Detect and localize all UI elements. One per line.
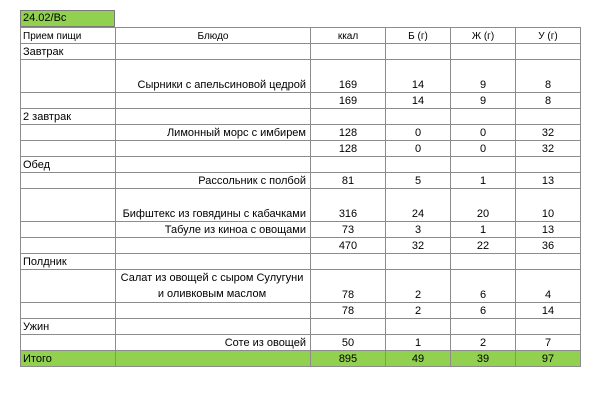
dish-name: Лимонный морс с имбирем	[116, 125, 311, 141]
subtotal-protein: 0	[386, 141, 451, 157]
dish-name: Салат из овощей с сыром Сулугуни и оливковым маслом	[116, 270, 311, 303]
dish-name: Рассольник с полбой	[116, 173, 311, 189]
dish-fat: 0	[451, 125, 516, 141]
subtotal-kcal: 470	[311, 238, 386, 254]
meal-name: Ужин	[21, 319, 116, 335]
header-protein: Б (г)	[386, 28, 451, 44]
dish-row	[21, 335, 581, 351]
dish-row	[21, 125, 581, 141]
subtotal-fat: 9	[451, 93, 516, 109]
total-label: Итого	[21, 351, 116, 367]
dish-row	[21, 60, 581, 93]
dish-protein: 14	[386, 60, 451, 93]
dish-carbs: 13	[516, 173, 581, 189]
dish-carbs: 8	[516, 60, 581, 93]
dish-name: Соте из овощей	[116, 335, 311, 351]
meal-name: Полдник	[21, 254, 116, 270]
dish-carbs: 4	[516, 270, 581, 303]
header-fat: Ж (г)	[451, 28, 516, 44]
dish-fat: 20	[451, 189, 516, 222]
total-protein: 49	[386, 351, 451, 367]
subtotal-row	[21, 303, 581, 319]
dish-carbs: 32	[516, 125, 581, 141]
dish-name: Табуле из киноа с овощами	[116, 222, 311, 238]
dish-protein: 1	[386, 335, 451, 351]
subtotal-fat: 0	[451, 141, 516, 157]
subtotal-row	[21, 141, 581, 157]
subtotal-fat: 6	[451, 303, 516, 319]
total-row	[21, 351, 581, 367]
subtotal-kcal: 169	[311, 93, 386, 109]
dish-carbs: 7	[516, 335, 581, 351]
dish-fat: 9	[451, 60, 516, 93]
meal-row-breakfast	[21, 44, 581, 60]
meal-name: Завтрак	[21, 44, 116, 60]
subtotal-protein: 14	[386, 93, 451, 109]
dish-kcal: 169	[311, 60, 386, 93]
dish-protein: 24	[386, 189, 451, 222]
subtotal-protein: 2	[386, 303, 451, 319]
total-carbs: 97	[516, 351, 581, 367]
nutrition-table	[20, 27, 581, 367]
dish-protein: 2	[386, 270, 451, 303]
dish-kcal: 73	[311, 222, 386, 238]
meal-row-lunch	[21, 157, 581, 173]
subtotal-row	[21, 93, 581, 109]
dish-kcal: 128	[311, 125, 386, 141]
dish-fat: 1	[451, 173, 516, 189]
meal-name: 2 завтрак	[21, 109, 116, 125]
subtotal-carbs: 14	[516, 303, 581, 319]
subtotal-fat: 22	[451, 238, 516, 254]
header-meal: Прием пищи	[21, 28, 116, 44]
dish-protein: 3	[386, 222, 451, 238]
total-fat: 39	[451, 351, 516, 367]
subtotal-row	[21, 238, 581, 254]
subtotal-kcal: 128	[311, 141, 386, 157]
header-row	[21, 28, 581, 44]
dish-protein: 0	[386, 125, 451, 141]
header-carbs: У (г)	[516, 28, 581, 44]
dish-kcal: 81	[311, 173, 386, 189]
meal-row-snack	[21, 254, 581, 270]
header-dish: Блюдо	[116, 28, 311, 44]
dish-row	[21, 173, 581, 189]
header-kcal: ккал	[311, 28, 386, 44]
dish-protein: 5	[386, 173, 451, 189]
dish-carbs: 13	[516, 222, 581, 238]
subtotal-carbs: 32	[516, 141, 581, 157]
dish-row	[21, 189, 581, 222]
subtotal-carbs: 8	[516, 93, 581, 109]
dish-row	[21, 222, 581, 238]
subtotal-kcal: 78	[311, 303, 386, 319]
date-label: 24.02/Вс	[20, 10, 115, 27]
meal-row-dinner	[21, 319, 581, 335]
dish-fat: 1	[451, 222, 516, 238]
dish-kcal: 50	[311, 335, 386, 351]
meal-row-second-breakfast	[21, 109, 581, 125]
dish-kcal: 316	[311, 189, 386, 222]
dish-name: Бифштекс из говядины с кабачками	[116, 189, 311, 222]
total-kcal: 895	[311, 351, 386, 367]
dish-carbs: 10	[516, 189, 581, 222]
dish-kcal: 78	[311, 270, 386, 303]
subtotal-carbs: 36	[516, 238, 581, 254]
subtotal-protein: 32	[386, 238, 451, 254]
dish-fat: 2	[451, 335, 516, 351]
meal-name: Обед	[21, 157, 116, 173]
dish-fat: 6	[451, 270, 516, 303]
dish-row	[21, 270, 581, 303]
dish-name: Сырники с апельсиновой цедрой	[116, 60, 311, 93]
